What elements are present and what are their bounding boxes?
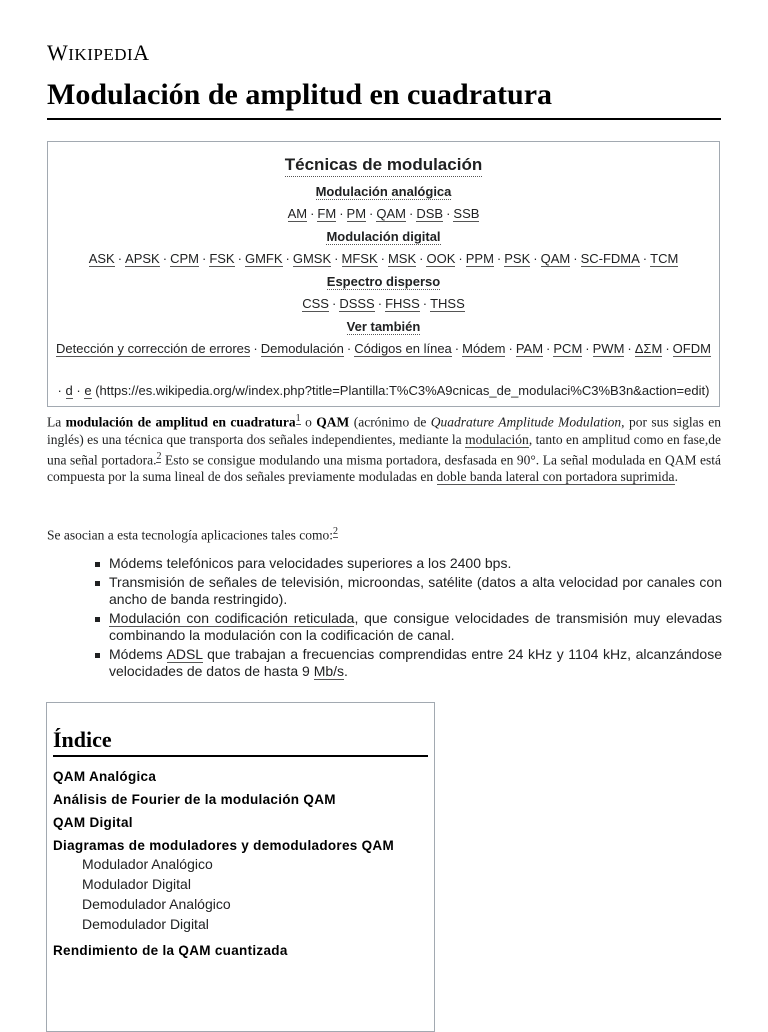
link-separator: · [339, 206, 344, 221]
dsb-sc-link[interactable]: doble banda lateral con portadora suprimida [436, 469, 675, 484]
intro-english-term: Quadrature Amplitude Modulation [430, 414, 622, 430]
wordmark-final: A [133, 40, 150, 65]
vde-separator: · [76, 383, 81, 398]
mbps-link[interactable]: Mb/s [313, 663, 345, 679]
navbox-link[interactable]: FSK [209, 251, 235, 266]
applications-text: Se asocian a esta tecnología aplicaciones tales como: [47, 527, 334, 543]
navbox-link[interactable]: AM [287, 206, 308, 221]
intro-text: Esto se consigue modulando una misma portadora, desfasada en 90°. La señal modulada en QAM está compuesta por la suma lineal de dos señales previamente moduladas en [47, 452, 721, 484]
navbox-group-heading-text[interactable]: Modulación digital [326, 229, 441, 244]
navbox-group-heading-text[interactable]: Ver también [346, 319, 421, 334]
navbox-link[interactable]: Códigos en línea [354, 341, 452, 356]
navbox-group-heading-text[interactable]: Espectro disperso [326, 274, 441, 289]
wordmark-initial: W [47, 40, 69, 65]
list-item-text: . [344, 663, 348, 679]
vde-separator: · [57, 383, 62, 398]
edit-link[interactable]: e [84, 383, 92, 398]
link-separator: · [285, 251, 290, 266]
navbox-link[interactable]: THSS [430, 296, 465, 311]
navbox-group-heading [48, 229, 719, 245]
intro-text: . [674, 469, 678, 484]
navbox-link[interactable]: QAM [540, 251, 571, 266]
navbox-group-heading [48, 319, 719, 335]
wordmark-middle: IKIPEDI [68, 45, 134, 64]
link-separator: · [117, 251, 123, 266]
navbox-group-heading [48, 184, 719, 200]
navbox-link[interactable]: OOK [426, 251, 456, 266]
link-separator: · [201, 251, 207, 266]
toc-subitem-demodulador-analogico[interactable]: Demodulador Analógico [82, 896, 231, 912]
list-item-text: Módems [109, 646, 167, 662]
navbox-modulation-techniques [47, 141, 720, 407]
toc-item-qam-analogica[interactable]: QAM Analógica [53, 769, 157, 784]
link-separator: · [508, 341, 513, 356]
list-item-text: , que consigue velocidades de transmisión muy elevadas combinando la modulación con la codificación de canal. [109, 610, 722, 643]
applications-intro [47, 523, 721, 544]
link-separator: · [162, 251, 168, 266]
navbox-link[interactable]: PPM [465, 251, 494, 266]
list-item [90, 610, 722, 644]
navbox-vde [48, 383, 719, 398]
navbox-link[interactable]: TCM [650, 251, 679, 266]
link-separator: · [346, 341, 352, 356]
link-separator: · [642, 251, 648, 266]
citation-link[interactable]: 1 [295, 413, 301, 424]
link-separator: · [533, 251, 538, 266]
navbox-link[interactable]: DSB [416, 206, 444, 221]
adsl-link[interactable]: ADSL [166, 646, 203, 662]
list-item [90, 574, 722, 608]
toc-subitem-modulador-digital[interactable]: Modulador Digital [82, 876, 191, 892]
link-separator: · [458, 251, 463, 266]
navbox-link[interactable]: PSK [504, 251, 531, 266]
link-separator: · [496, 251, 502, 266]
navbox-link[interactable]: GMFK [244, 251, 283, 266]
navbox-link[interactable]: ΔΣM [634, 341, 663, 356]
toc-item-rendimiento[interactable]: Rendimiento de la QAM cuantizada [53, 943, 288, 958]
page-title: Modulación de amplitud en cuadratura [47, 78, 721, 120]
link-separator: · [573, 251, 578, 266]
intro-paragraph [47, 410, 721, 485]
link-separator: · [334, 251, 339, 266]
navbox-link[interactable]: MFSK [341, 251, 378, 266]
table-of-contents [46, 702, 435, 1032]
link-separator: · [546, 341, 551, 356]
link-separator: · [237, 251, 242, 266]
citation-link[interactable]: 2 [333, 526, 339, 537]
navbox-groups [48, 184, 719, 357]
intro-text: (acrónimo de [349, 414, 431, 430]
toc-item-fourier[interactable]: Análisis de Fourier de la modulación QAM [53, 792, 336, 807]
navbox-link[interactable]: FM [317, 206, 337, 221]
list-item-text: Transmisión de señales de televisión, microondas, satélite (datos a alta velocidad por canales con ancho de banda restringido). [109, 574, 722, 607]
citation-link[interactable]: 2 [156, 450, 162, 462]
intro-term: modulación de amplitud en cuadratura [65, 414, 296, 430]
list-item-text: que trabajan a frecuencias comprendidas entre 24 kHz y 1104 kHz, alcanzándose velocidades de datos de hasta 9 [109, 646, 722, 679]
link-separator: · [331, 296, 337, 311]
navbox-group-heading-text[interactable]: Modulación analógica [315, 184, 452, 199]
navbox-link[interactable]: ASK [88, 251, 115, 266]
link-separator: · [454, 341, 460, 356]
toc-title: Índice [53, 727, 428, 757]
intro-text: La [47, 414, 66, 430]
intro-text: o [300, 414, 317, 430]
link-separator: · [409, 206, 414, 221]
toc-subitem-demodulador-digital[interactable]: Demodulador Digital [82, 916, 209, 932]
navbox-link[interactable]: DSSS [339, 296, 375, 311]
applications-list [90, 555, 722, 682]
list-item-text: Módems telefónicos para velocidades superiores a los 2400 bps. [109, 555, 512, 571]
edit-url: (https://es.wikipedia.org/w/index.php?title=Plantilla:T%C3%A9cnicas_de_modulaci%C3%B3n&action=edit) [95, 383, 710, 398]
intro-text: , tanto en amplitud como en fase,de una señal portadora. [47, 431, 721, 467]
toc-subitem-modulador-analogico[interactable]: Modulador Analógico [82, 856, 213, 872]
navbox-link[interactable]: CPM [170, 251, 199, 266]
link-separator: · [253, 341, 258, 356]
tcm-link[interactable]: Modulación con codificación reticulada [109, 610, 355, 626]
navbox-link[interactable]: Demodulación [260, 341, 344, 356]
navbox-link[interactable]: PCM [553, 341, 583, 356]
navbox-link[interactable]: MSK [387, 251, 417, 266]
navbox-title[interactable]: Técnicas de modulación [285, 154, 482, 177]
navbox-link[interactable]: SSB [453, 206, 480, 221]
link-separator: · [377, 296, 383, 311]
navbox-group-links [48, 340, 719, 357]
list-item [90, 646, 722, 680]
navbox-link[interactable]: PAM [515, 341, 544, 356]
navbox-link[interactable]: FHSS [385, 296, 420, 311]
navbox-link[interactable]: PWM [592, 341, 625, 356]
toc-item-diagramas[interactable]: Diagramas de moduladores y demoduladores QAM [53, 838, 395, 853]
link-separator: · [627, 341, 632, 356]
intro-text: , por sus siglas en inglés) es una técnica que transporta dos señales independientes, mediante la [47, 414, 721, 447]
list-item [90, 555, 722, 572]
discuss-link[interactable]: d [65, 383, 73, 398]
navbox-link[interactable]: CSS [302, 296, 329, 311]
toc-item-qam-digital[interactable]: QAM Digital [53, 815, 133, 830]
navbox-link[interactable]: QAM [376, 206, 406, 221]
intro-acronym: QAM [316, 414, 350, 430]
modulacion-link[interactable]: modulación [465, 431, 529, 447]
link-separator: · [369, 206, 374, 221]
navbox-link[interactable]: Detección y corrección de errores [56, 341, 251, 356]
navbox-link[interactable]: PM [346, 206, 367, 221]
navbox-link[interactable]: GMSK [292, 251, 332, 266]
navbox-group-links [48, 205, 719, 222]
link-separator: · [380, 251, 385, 266]
navbox-link[interactable]: SC-FDMA [580, 251, 640, 266]
navbox-link[interactable]: APSK [125, 251, 160, 266]
navbox-link[interactable]: Módem [462, 341, 506, 356]
link-separator: · [665, 341, 670, 356]
link-separator: · [422, 296, 428, 311]
link-separator: · [310, 206, 315, 221]
navbox-group-heading [48, 274, 719, 290]
link-separator: · [419, 251, 424, 266]
navbox-group-links [48, 250, 719, 267]
link-separator: · [585, 341, 590, 356]
wikipedia-logo[interactable] [47, 40, 150, 66]
link-separator: · [446, 206, 451, 221]
navbox-link[interactable]: OFDM [672, 341, 711, 356]
navbox-group-links [48, 295, 719, 312]
